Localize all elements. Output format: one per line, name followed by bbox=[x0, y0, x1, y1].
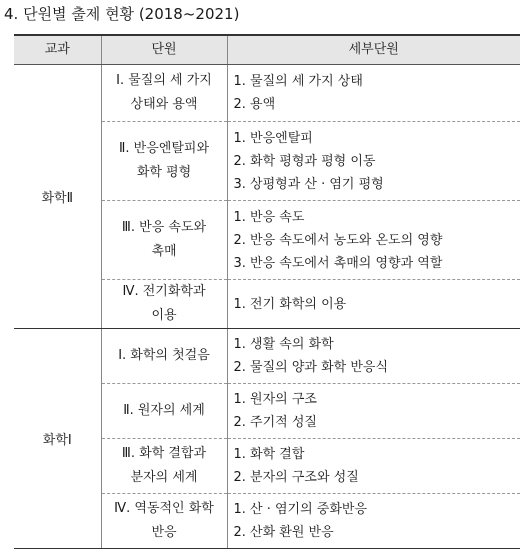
subunit-cell bbox=[227, 201, 520, 280]
header-unit: 단원 bbox=[101, 35, 227, 65]
subunit-item: 1. 화학 결합 bbox=[233, 447, 305, 462]
subunit-item: 2. 화학 평형과 평형 이동 bbox=[233, 153, 376, 169]
subunit-item: 2. 산화 환원 반응 bbox=[233, 525, 334, 540]
subunit-item: 3. 반응 속도에서 촉매의 영향과 역할 bbox=[233, 255, 443, 271]
table-row bbox=[14, 65, 520, 122]
unit-name: Ⅲ. 반응 속도와 촉매 bbox=[121, 220, 207, 259]
subunit-item: 1. 전기 화학의 이용 bbox=[233, 296, 347, 312]
curriculum-table bbox=[14, 34, 520, 549]
unit-name: Ⅲ. 화학 결합과 분자의 세계 bbox=[121, 446, 207, 485]
subunit-cell bbox=[227, 494, 520, 549]
unit-name: Ⅱ. 반응엔탈피와 화학 평형 bbox=[118, 141, 209, 180]
unit-cell bbox=[101, 201, 227, 280]
header-subject: 교과 bbox=[14, 35, 101, 65]
unit-cell bbox=[101, 494, 227, 549]
unit-cell bbox=[101, 384, 227, 439]
subunit-cell bbox=[227, 65, 520, 122]
subunit-item: 2. 반응 속도에서 농도와 온도의 영향 bbox=[233, 232, 443, 248]
subunit-item: 1. 생활 속의 화학 bbox=[233, 337, 334, 352]
subunit-item: 2. 주기적 성질 bbox=[233, 415, 317, 430]
subunit-item: 1. 원자의 구조 bbox=[233, 392, 317, 407]
unit-name: Ⅰ. 물질의 세 가지 상태와 용액 bbox=[116, 73, 212, 112]
subunit-cell bbox=[227, 122, 520, 201]
unit-cell bbox=[101, 329, 227, 384]
unit-cell bbox=[101, 280, 227, 329]
subunit-item: 2. 물질의 양과 화학 반응식 bbox=[233, 360, 389, 375]
unit-name: Ⅳ. 전기화학과 이용 bbox=[122, 284, 206, 323]
subject-cell: 화학Ⅱ bbox=[14, 65, 101, 329]
page-heading: 4. 단원별 출제 현황 (2018~2021) bbox=[4, 5, 240, 23]
unit-cell bbox=[101, 65, 227, 122]
unit-cell bbox=[101, 122, 227, 201]
subunit-item: 1. 반응엔탈피 bbox=[233, 130, 313, 146]
subunit-item: 2. 분자의 구조와 성질 bbox=[233, 470, 359, 485]
subunit-cell bbox=[227, 384, 520, 439]
header-subunit: 세부단원 bbox=[227, 35, 520, 65]
subunit-item: 2. 용액 bbox=[233, 97, 276, 112]
table-row bbox=[14, 329, 520, 384]
subunit-cell bbox=[227, 280, 520, 329]
subunit-cell bbox=[227, 439, 520, 494]
unit-name: Ⅰ. 화학의 첫걸음 bbox=[118, 348, 210, 363]
unit-name: Ⅳ. 역동적인 화학 반응 bbox=[114, 501, 214, 540]
unit-cell bbox=[101, 439, 227, 494]
subunit-item: 1. 산 · 염기의 중화반응 bbox=[233, 502, 368, 517]
unit-name: Ⅱ. 원자의 세계 bbox=[123, 403, 205, 418]
subunit-cell bbox=[227, 329, 520, 384]
table-header-row bbox=[14, 35, 520, 65]
subunit-item: 1. 물질의 세 가지 상태 bbox=[233, 74, 363, 89]
subunit-item: 3. 상평형과 산 · 염기 평형 bbox=[233, 176, 384, 192]
subject-cell: 화학Ⅰ bbox=[14, 329, 101, 549]
subunit-item: 1. 반응 속도 bbox=[233, 209, 305, 225]
